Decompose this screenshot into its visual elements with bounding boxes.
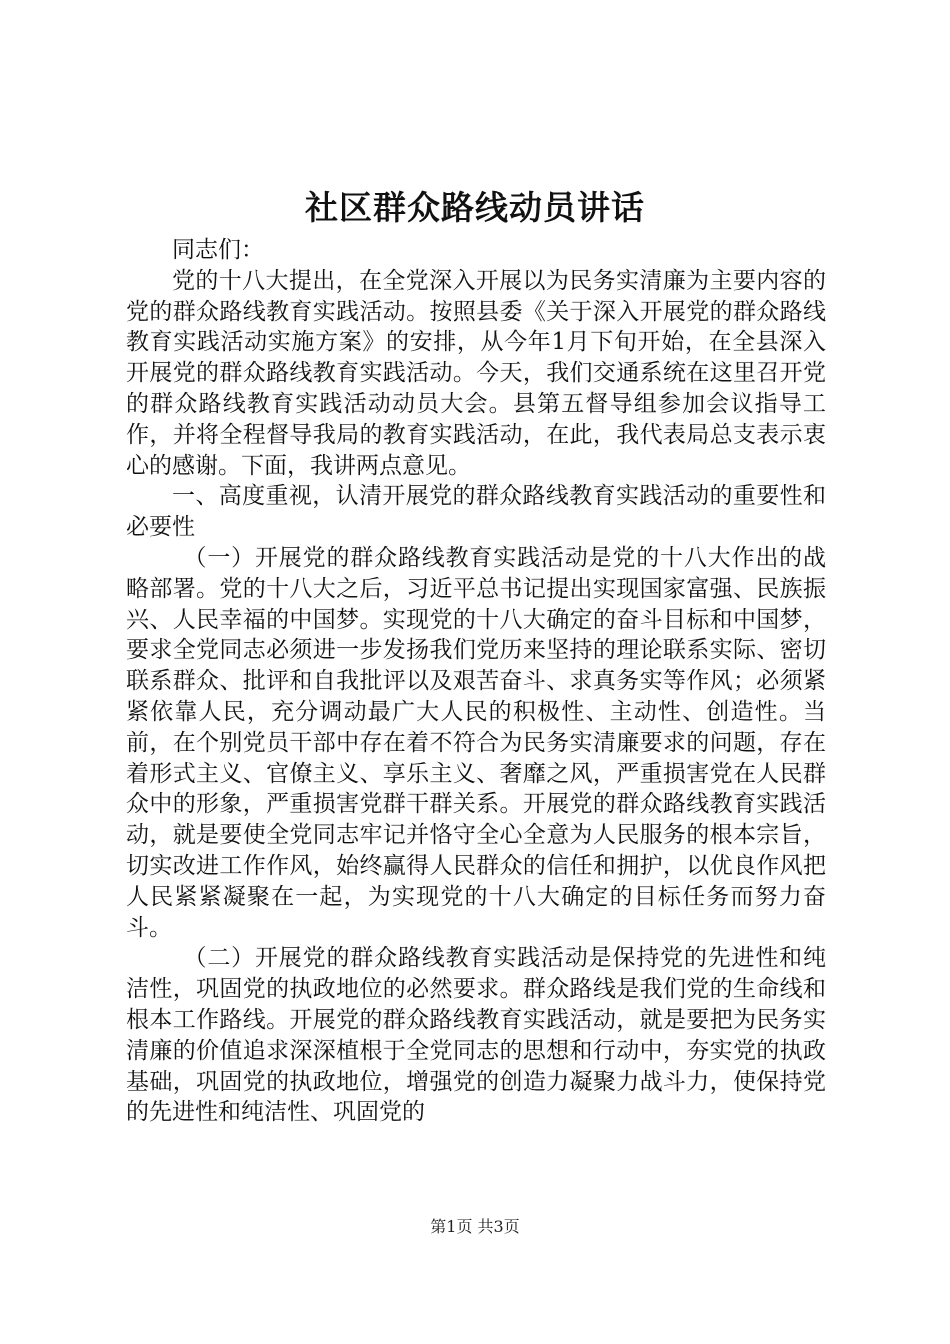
page-number-footer: 第1页 共3页: [430, 1217, 520, 1236]
section-heading-1: 一、高度重视，认清开展党的群众路线教育实践活动的重要性和必要性: [126, 483, 826, 541]
document-body: [126, 235, 826, 1128]
paragraph-intro: 党的十八大提出，在全党深入开展以为民务实清廉为主要内容的党的群众路线教育实践活动。按照县委《关于深入开展党的群众路线教育实践活动实施方案》的安排，从今年1月下旬开始，在全县深入开展党的群众路线教育实践活动。今天，我们交通系统在这里召开党的群众路线教育实践活动动员大会。县第五督导组参加会议指导工作，并将全程督导我局的教育实践活动，在此，我代表局总支表示衷心的感谢。下面，我讲两点意见。: [126, 267, 826, 479]
paragraph-point-1: （一）开展党的群众路线教育实践活动是党的十八大作出的战略部署。党的十八大之后，习近平总书记提出实现国家富强、民族振兴、人民幸福的中国梦。实现党的十八大确定的奋斗目标和中国梦，要求全党同志必须进一步发扬我们党历来坚持的理论联系实际、密切联系群众、批评和自我批评以及艰苦奋斗、求真务实等作风；必须紧紧依靠人民，充分调动最广大人民的积极性、主动性、创造性。当前，在个别党员干部中存在着不符合为民务实清廉要求的问题，存在着形式主义、官僚主义、享乐主义、奢靡之风，严重损害党在人民群众中的形象，严重损害党群干群关系。开展党的群众路线教育实践活动，就是要使全党同志牢记并恪守全心全意为人民服务的根本宗旨，切实改进工作作风，始终赢得人民群众的信任和拥护，以优良作风把人民紧紧凝聚在一起，为实现党的十八大确定的目标任务而努力奋斗。: [126, 544, 826, 941]
paragraph-point-2: （二）开展党的群众路线教育实践活动是保持党的先进性和纯洁性，巩固党的执政地位的必然要求。群众路线是我们党的生命线和根本工作路线。开展党的群众路线教育实践活动，就是要把为民务实清廉的价值追求深深植根于全党同志的思想和行动中，夯实党的执政基础，巩固党的执政地位，增强党的创造力凝聚力战斗力，使保持党的先进性和纯洁性、巩固党的: [126, 945, 826, 1126]
document-title: 社区群众路线动员讲话: [305, 188, 645, 227]
salutation: 同志们：: [172, 237, 264, 263]
